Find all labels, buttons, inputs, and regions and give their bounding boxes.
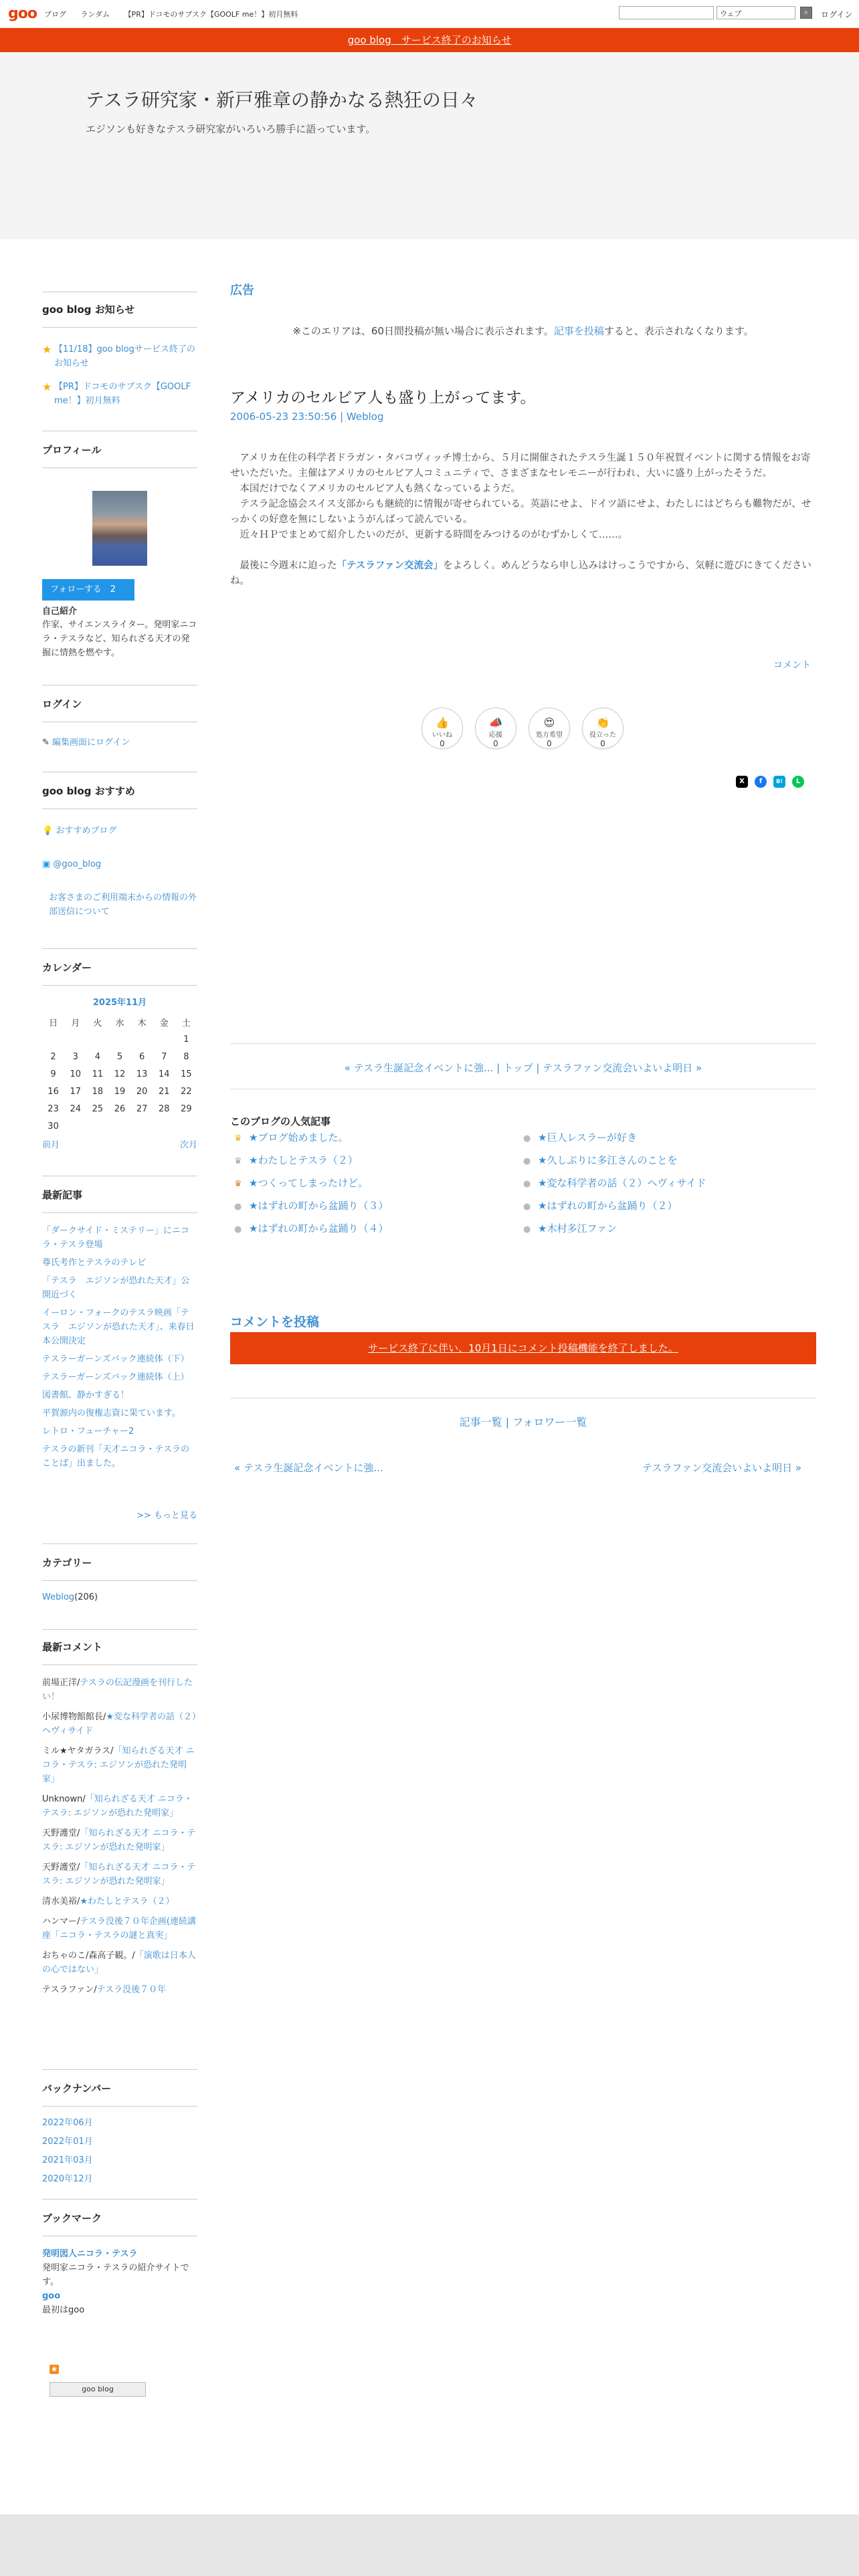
article-body — [230, 451, 816, 589]
profile-heading: プロフィール — [42, 443, 197, 468]
star-icon: ★ — [42, 343, 52, 356]
calendar-day: 19 — [114, 1086, 126, 1097]
rank-badge-icon: ● — [523, 1156, 531, 1166]
comment-article-link[interactable]: ★わたしとテスラ（２） — [80, 1897, 175, 1907]
self-intro-text: 作家、サイエンスライター。発明家ニコラ・テスラなど、知られざる天才の発掘に情熱を燃やす。 — [42, 620, 197, 658]
calendar-day — [86, 1031, 108, 1048]
nav-pr[interactable]: 【PR】ドコモのサブスク【GOOLF me！】初月無料 — [124, 10, 298, 19]
calendar-day: 15 — [181, 1069, 192, 1079]
megaphone-icon: 📣 — [489, 716, 502, 729]
recent-comment-item — [42, 1826, 197, 1854]
calendar-day: 5 — [116, 1051, 123, 1062]
calendar-day: 6 — [138, 1051, 145, 1062]
news-item[interactable]: ★ 【11/18】goo blogサービス終了のお知らせ — [42, 343, 195, 368]
calendar-day: 24 — [70, 1103, 81, 1114]
calendar-day: 4 — [94, 1051, 100, 1062]
popular-article-link[interactable]: ● ★久しぶりに多江さんのことを — [523, 1154, 678, 1166]
comment-author: 小尿博物館館長/ — [42, 1712, 106, 1722]
calendar-weekday: 火 — [93, 1018, 102, 1029]
calendar-day: 14 — [159, 1069, 170, 1079]
calendar-weekday: 金 — [159, 1018, 169, 1029]
twitter-link[interactable]: ▣ @goo_blog — [42, 859, 102, 869]
recent-article-link[interactable]: テスラの新刊「天才ニコラ・テスラのことば」出ました。 — [42, 1444, 189, 1469]
x-share-icon[interactable]: X — [736, 776, 748, 788]
calendar-day: 22 — [181, 1086, 192, 1097]
divider — [42, 1543, 197, 1544]
recent-comment-item — [42, 1983, 197, 1997]
calendar-day: 17 — [70, 1086, 81, 1097]
backnumber-link[interactable]: 2022年01月 — [42, 2137, 93, 2147]
follow-button[interactable]: フォローする 2 — [42, 579, 134, 601]
calendar-day — [108, 1031, 130, 1048]
self-intro-heading: 自己紹介 — [42, 607, 78, 617]
calendar-day — [131, 1117, 153, 1135]
calendar-day: 28 — [159, 1103, 170, 1114]
comment-author: ミル★ヤタガラス/ — [42, 1746, 114, 1756]
popular-article-link[interactable]: ♛ ★ブログ始めました。 — [234, 1132, 349, 1144]
service-end-notice-bar[interactable] — [0, 28, 859, 52]
recent-articles-heading: 最新記事 — [42, 1188, 197, 1213]
comment-author: 天野護堂/ — [42, 1828, 80, 1838]
comment-author: 天野護堂/ — [42, 1862, 80, 1872]
calendar-day: 12 — [114, 1069, 126, 1079]
calendar-grid — [42, 1013, 197, 1135]
comment-author: おちゃのこ/森高子観。/ — [42, 1951, 135, 1961]
recent-article-link[interactable]: テスラーガーンズバック連続体（上） — [42, 1372, 189, 1382]
rank-badge-icon: ● — [234, 1202, 242, 1212]
popular-article-link[interactable]: ● ★変な科学者の話（２）ヘヴィサイド — [523, 1177, 706, 1189]
calendar-day — [64, 1031, 86, 1048]
category-item[interactable]: Weblog(206) — [42, 1592, 98, 1602]
calendar-day — [131, 1031, 153, 1048]
thumb-up-icon: 👍 — [436, 716, 449, 729]
recent-article-link[interactable]: イーロン・フォークのテスラ映画「テスラ エジソンが恐れた天才」、来春日本公開決定 — [42, 1308, 195, 1346]
calendar-heading: カレンダー — [42, 960, 197, 986]
backnumber-link[interactable]: 2022年06月 — [42, 2118, 93, 2128]
news-item[interactable]: ★ 【PR】ドコモのサブスク【GOOLF me！】初月無料 — [42, 381, 191, 406]
blog-subtitle: エジソンも好きなテスラ研究家がいろいろ勝手に語っています。 — [86, 123, 376, 135]
calendar-day — [42, 1031, 64, 1048]
calendar-day — [86, 1117, 108, 1135]
calendar-day: 10 — [70, 1069, 81, 1079]
calendar-month[interactable]: 2025年11月 — [92, 998, 147, 1008]
pager-next-link[interactable]: テスラファン交流会いよいよ明日 » — [543, 1062, 702, 1074]
calendar-weekday: 月 — [71, 1018, 80, 1029]
recent-article-link[interactable]: レトロ・フューチャー2 — [42, 1426, 134, 1436]
comment-article-link[interactable]: テスラの伝記漫画を刊行したい！ — [42, 1678, 193, 1702]
recommend-blog-link[interactable]: 💡 おすすめブログ — [42, 826, 117, 836]
article-meta: 2006-05-23 23:50:56 | Weblog — [230, 411, 384, 423]
calendar-day: 26 — [114, 1103, 126, 1114]
comment-article-link[interactable]: 「知られざる天才 ニコラ・テスラ: エジソンが恐れた発明家」 — [42, 1862, 196, 1887]
backnumber-link[interactable]: 2021年03月 — [42, 2155, 93, 2165]
recommend-heading: goo blog おすすめ — [42, 784, 197, 809]
popular-article-link[interactable]: ● ★巨人レスラーが好き — [523, 1132, 637, 1144]
bookmark-heading: ブックマーク — [42, 2211, 197, 2236]
article-category-link[interactable]: Weblog — [346, 411, 384, 423]
pager-prev-link[interactable]: « テスラ生誕記念イベントに強... — [344, 1062, 494, 1074]
follow-count: 2 — [110, 584, 116, 595]
article-paragraph: 本国だけでなくアメリカのセルビア人も熱くなっているようだ。 — [230, 484, 520, 494]
reaction-like-button[interactable]: 👍 いいね 0 — [421, 708, 463, 749]
recent-article-link[interactable]: 平賀源内の復権志資に果ています。 — [42, 1408, 181, 1418]
calendar-day: 20 — [136, 1086, 148, 1097]
facebook-share-icon[interactable]: f — [755, 776, 767, 788]
recent-comment-item — [42, 1744, 197, 1786]
comment-article-link[interactable]: 「演歌は日本人の心ではない」 — [42, 1951, 196, 1975]
popular-article-link[interactable]: ♛ ★つくってしまったけど。 — [234, 1177, 369, 1189]
follower-list-link[interactable]: フォロワー一覧 — [512, 1416, 587, 1428]
comment-article-link[interactable]: テスラ没後７０年企画(連続講座「ニコラ・テスラの謎と真実」 — [42, 1917, 196, 1941]
popular-articles-heading: このブログの人気記事 — [230, 1115, 331, 1128]
divider — [230, 1043, 816, 1044]
calendar-weekday: 水 — [115, 1018, 124, 1029]
calendar-day: 23 — [47, 1103, 59, 1114]
search-button[interactable] — [800, 7, 812, 19]
bookmark-link[interactable]: 発明図人ニコラ・テスラ — [42, 2249, 138, 2259]
popular-article-link[interactable]: ● ★はずれの町から盆踊り（３） — [234, 1200, 389, 1212]
rank-badge-icon: ● — [234, 1224, 242, 1235]
recent-comments-list — [42, 1676, 197, 2003]
recent-comment-item — [42, 1860, 197, 1889]
popular-article-link[interactable]: ● ★はずれの町から盆踊り（２） — [523, 1200, 678, 1212]
calendar-weekday: 日 — [49, 1018, 58, 1029]
comment-article-link[interactable]: 「知られざる天才 ニコラ・テスラ: エジソンが恐れた発明家」 — [42, 1794, 193, 1818]
comment-article-link[interactable]: テスラ没後７０年 — [96, 1985, 167, 1995]
rank-badge-icon: ● — [523, 1202, 531, 1212]
bookmark-link[interactable]: goo — [42, 2291, 61, 2301]
nav-random[interactable]: ランダム — [80, 10, 110, 19]
popular-article-link[interactable]: ♛ ★わたしとテスラ（２） — [234, 1154, 358, 1166]
bookmark-list — [42, 2247, 197, 2317]
article-list-link[interactable]: 記事一覧 — [459, 1416, 502, 1428]
rank-badge-icon: ● — [523, 1224, 531, 1235]
category-heading: カテゴリー — [42, 1555, 197, 1581]
divider — [42, 1629, 197, 1630]
blog-title[interactable]: テスラ研究家・新戸雅章の静かなる熱狂の日々 — [86, 89, 478, 111]
edit-login-link[interactable]: ✎ 編集画面にログイン — [42, 738, 130, 748]
calendar-next-month[interactable]: 次月 — [179, 1140, 197, 1150]
profile-avatar[interactable] — [92, 491, 147, 566]
recent-article-link[interactable]: 「テスラ エジソンが恐れた天才」公開近づく — [42, 1276, 190, 1300]
list-links: 記事一覧 | フォロワー一覧 — [459, 1416, 587, 1428]
comment-post-heading: コメントを投稿 — [230, 1315, 320, 1329]
search-icon: ⌕ — [804, 9, 808, 16]
calendar-day — [175, 1117, 197, 1135]
calendar-day: 13 — [136, 1069, 148, 1079]
search-input[interactable] — [619, 6, 714, 19]
goo-blog-badge[interactable]: goo blog — [50, 2382, 146, 2397]
popular-article-link[interactable]: ● ★はずれの町から盆踊り（４） — [234, 1222, 389, 1235]
blog-header — [0, 52, 859, 239]
calendar-weekday: 土 — [181, 1018, 191, 1029]
footer — [0, 2514, 859, 2576]
prev-article-link[interactable]: « テスラ生誕記念イベントに強... — [234, 1462, 383, 1474]
bookmark-desc: 最初はgoo — [42, 2305, 85, 2315]
line-share-icon[interactable]: L — [792, 776, 804, 788]
recent-comment-item — [42, 1792, 197, 1820]
category-count: (206) — [74, 1592, 98, 1602]
recent-article-link[interactable]: 「ダークサイド・ミステリー」にニコラ・テスラ登場 — [42, 1226, 189, 1250]
divider — [42, 948, 197, 949]
crown-icon: ♛ — [234, 1179, 242, 1189]
crown-icon: ♛ — [234, 1156, 242, 1166]
crown-icon: ♛ — [234, 1134, 242, 1144]
recent-comment-item — [42, 1949, 197, 1977]
ad-heading: 広告 — [230, 284, 254, 298]
article-paragraph: 最後に今週末に迫った「テスラファン交流会」をよろしく。めんどうなら申し込みはけっこうですから、気軽に遊びにきてくださいね。 — [230, 560, 812, 586]
comment-author: Unknown/ — [42, 1794, 86, 1804]
comment-closed-notice[interactable]: サービス終了に伴い、10月1日にコメント投稿機能を終了しました。 — [230, 1332, 816, 1364]
calendar-day: 25 — [92, 1103, 104, 1114]
calendar — [42, 995, 197, 1154]
calendar-day: 27 — [136, 1103, 148, 1114]
comment-author: テスラファン/ — [42, 1985, 97, 1995]
rank-badge-icon: ● — [523, 1134, 531, 1144]
calendar-day: 9 — [50, 1069, 56, 1079]
calendar-day — [108, 1117, 130, 1135]
top-bar — [0, 0, 859, 28]
twitter-icon: ▣ — [42, 859, 54, 869]
calendar-day: 21 — [159, 1086, 170, 1097]
login-link[interactable]: ログイン — [821, 10, 853, 19]
article-paragraph: 近々ＨＰでまとめて紹介したいのだが、更新する時間をみつけるのがむずかしくて……。 — [230, 530, 628, 540]
top-nav — [44, 9, 310, 19]
recent-articles-list — [42, 1224, 197, 1475]
calendar-day: 11 — [92, 1069, 104, 1079]
news-heading: goo blog お知らせ — [42, 302, 197, 328]
calendar-prev-month[interactable]: 前月 — [42, 1140, 60, 1150]
smile-icon: 😍 — [543, 716, 555, 729]
calendar-day: 29 — [181, 1103, 192, 1114]
recent-comment-item — [42, 1676, 197, 1704]
pencil-icon: ✎ — [42, 738, 53, 748]
recent-article-link[interactable]: 図書館、静かすぎる！ — [42, 1390, 130, 1400]
backnumber-link[interactable]: 2020年12月 — [42, 2174, 93, 2184]
article-paragraph: テスラ記念協会スイス支部からも継続的に情報が寄せられている。英語にせよ、ドイツ語にせよ、わたしにはどちらも難物だが、せっかくの好意を無にしないようがんばって読んでいる。 — [230, 499, 812, 525]
calendar-day — [64, 1117, 86, 1135]
calendar-day: 1 — [183, 1034, 189, 1045]
calendar-day — [153, 1117, 175, 1135]
calendar-day: 7 — [161, 1051, 167, 1062]
reaction-helpful-button[interactable]: 👏 役立った 0 — [582, 708, 624, 749]
calendar-day: 18 — [92, 1086, 104, 1097]
calendar-day: 16 — [47, 1086, 59, 1097]
recent-comment-item — [42, 1710, 197, 1738]
article-title: アメリカのセルビア人も盛り上がってます。 — [230, 389, 536, 407]
rss-icon[interactable]: ◉ — [50, 2365, 59, 2374]
comment-article-link[interactable]: ★変な科学者の話（２）ヘヴィサイド — [42, 1712, 197, 1736]
recent-article-link[interactable]: テスラーガーンズバック連続体（下） — [42, 1354, 189, 1364]
calendar-day: 30 — [47, 1121, 59, 1132]
clap-icon: 👏 — [596, 716, 609, 729]
calendar-weekday: 木 — [137, 1018, 147, 1029]
bulb-icon: 💡 — [42, 826, 56, 836]
recent-comments-heading: 最新コメント — [42, 1640, 197, 1665]
article-paragraph: アメリカ在住の科学者ドラガン・タバコヴィッチ博士から、５月に開催されたテスラ生誕１５０年祝賀イベントに関する情報をお寄せいただいた。主催はアメリカのセルビア人コミュニティで、さまざまなセレモニーが行われ、大いに盛り上がったそうだ。 — [230, 453, 811, 479]
popular-article-link[interactable]: ● ★木村多江ファン — [523, 1222, 617, 1235]
rank-badge-icon: ● — [523, 1179, 531, 1189]
recent-article-link[interactable]: 尊氏考作とテスラのテレビ — [42, 1258, 147, 1268]
service-end-notice-link[interactable]: goo blog サービス終了のお知らせ — [347, 34, 512, 46]
fan-meeting-link[interactable]: 「テスラファン交流会」 — [337, 560, 444, 571]
star-icon: ★ — [42, 381, 52, 393]
external-transmission-link[interactable]: お客さまのご利用端末からの情報の外部送信について — [49, 893, 197, 917]
pager-top-link[interactable]: トップ — [503, 1062, 533, 1074]
reaction-wish-button[interactable]: 😍 処方希望 0 — [529, 708, 570, 749]
comment-author: 清水美裕/ — [42, 1897, 80, 1907]
comment-author: ハンマー/ — [42, 1917, 80, 1927]
post-article-link[interactable]: 記事を投稿 — [553, 325, 604, 337]
goo-logo[interactable]: goo — [8, 5, 37, 22]
calendar-day — [153, 1031, 175, 1048]
search-scope-select[interactable]: ウェブ — [717, 6, 795, 19]
calendar-day: 2 — [50, 1051, 56, 1062]
recent-comment-item — [42, 1915, 197, 1943]
comment-link[interactable]: コメント — [773, 660, 811, 671]
ad-note: ※このエリアは、60日間投稿が無い場合に表示されます。記事を投稿すると、表示されなくなります。 — [292, 325, 754, 337]
comment-article-link[interactable]: 「知られざる天才 ニコラ・テスラ: エジソンが恐れた発明家」 — [42, 1828, 196, 1852]
article-date: 2006-05-23 23:50:56 — [230, 411, 337, 423]
hatena-share-icon[interactable]: B! — [773, 776, 785, 788]
backnumber-heading: バックナンバー — [42, 2081, 197, 2107]
backnumber-list — [42, 2116, 197, 2185]
bookmark-desc: 発明家ニコラ・テスラの紹介サイトです。 — [42, 2263, 189, 2287]
more-link[interactable]: >> もっと見る — [136, 1511, 197, 1521]
recent-comment-item — [42, 1895, 197, 1909]
article-pager: « テスラ生誕記念イベントに強... | トップ | テスラファン交流会いよいよ明日 » — [344, 1062, 702, 1074]
comment-author: 前場正洋/ — [42, 1678, 80, 1688]
divider — [42, 2069, 197, 2070]
next-article-link[interactable]: テスラファン交流会いよいよ明日 » — [642, 1462, 802, 1474]
reaction-cheer-button[interactable]: 📣 応援 0 — [475, 708, 516, 749]
login-heading: ログイン — [42, 697, 197, 722]
calendar-day: 3 — [72, 1051, 78, 1062]
comment-article-link[interactable]: 「知られざる天才 ニコラ・テスラ: エジソンが恐れた発明家」 — [42, 1746, 195, 1784]
nav-blog[interactable]: ブログ — [44, 10, 66, 19]
calendar-day: 8 — [183, 1051, 189, 1062]
